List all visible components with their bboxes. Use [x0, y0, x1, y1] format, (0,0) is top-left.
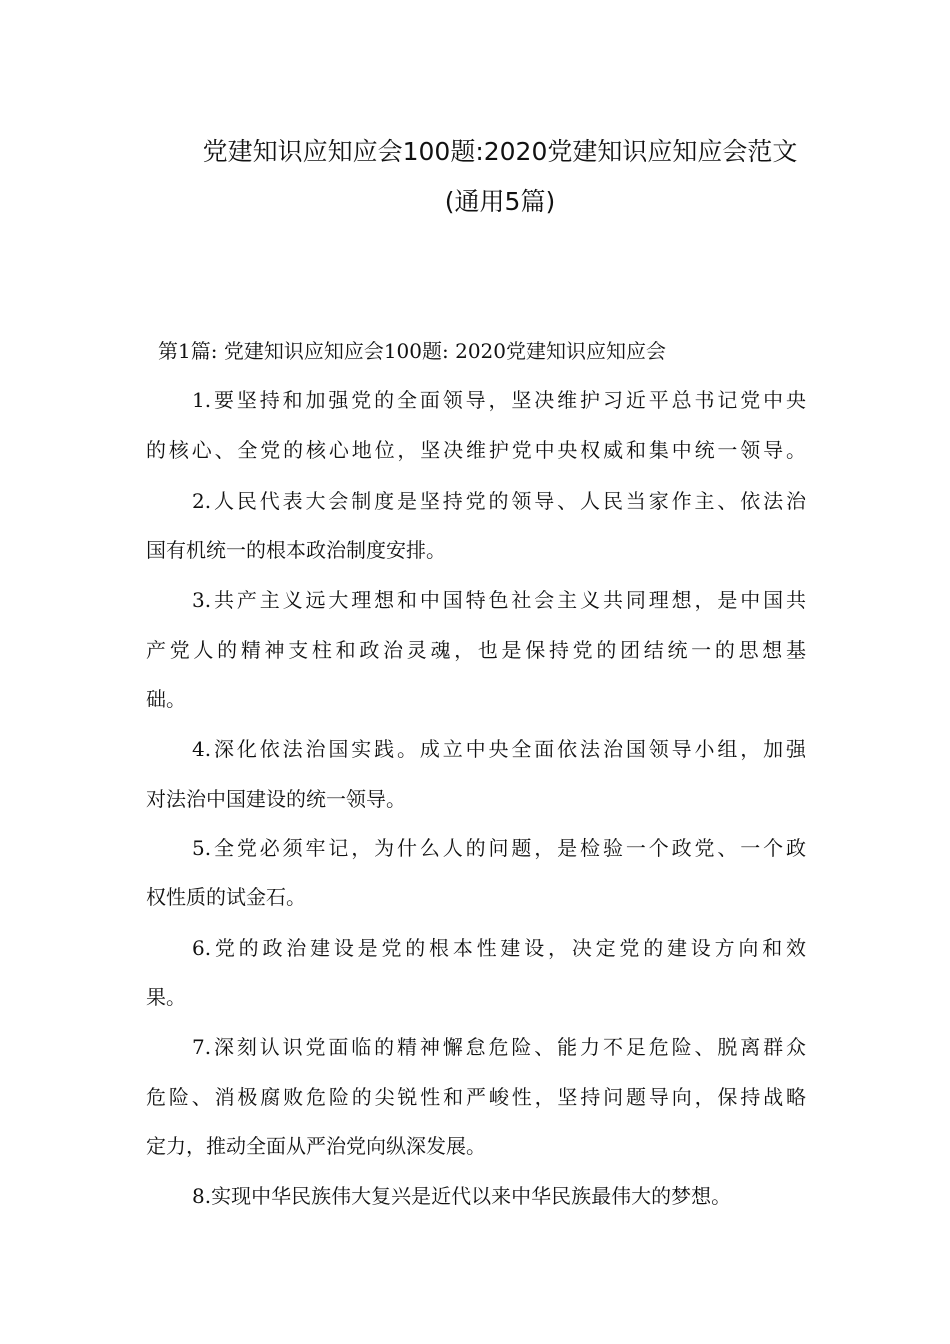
section-heading: 第1篇: 党建知识应知应会100题: 2020党建知识应知应会: [158, 339, 666, 363]
paragraph-line: 产党人的精神支柱和政治灵魂，也是保持党的团结统一的思想基: [146, 638, 806, 662]
paragraph-line: 权性质的试金石。: [146, 885, 306, 909]
paragraph-line: 3.共产主义远大理想和中国特色社会主义共同理想，是中国共: [192, 588, 806, 612]
paragraph-line: 对法治中国建设的统一领导。: [146, 787, 406, 811]
paragraph-line: 8.实现中华民族伟大复兴是近代以来中华民族最伟大的梦想。: [192, 1184, 732, 1208]
paragraph-line: 6.党的政治建设是党的根本性建设，决定党的建设方向和效: [192, 936, 806, 960]
paragraph-line: 础。: [146, 687, 186, 711]
paragraph-line: 定力，推动全面从严治党向纵深发展。: [146, 1134, 486, 1158]
paragraph-line: 的核心、全党的核心地位，坚决维护党中央权威和集中统一领导。: [146, 438, 806, 462]
paragraph-line: 4.深化依法治国实践。成立中央全面依法治国领导小组，加强: [192, 737, 806, 761]
document-title-line-2: (通用5篇): [444, 187, 556, 216]
paragraph-line: 果。: [146, 985, 186, 1009]
paragraph-line: 危险、消极腐败危险的尖锐性和严峻性，坚持问题导向，保持战略: [146, 1085, 806, 1109]
paragraph-line: 1.要坚持和加强党的全面领导，坚决维护习近平总书记党中央: [192, 388, 806, 412]
paragraph-line: 2.人民代表大会制度是坚持党的领导、人民当家作主、依法治: [192, 489, 806, 513]
paragraph-line: 7.深刻认识党面临的精神懈怠危险、能力不足危险、脱离群众: [192, 1035, 806, 1059]
paragraph-line: 5.全党必须牢记，为什么人的问题，是检验一个政党、一个政: [192, 836, 806, 860]
document-title-line-1: 党建知识应知应会100题:2020党建知识应知应会范文: [202, 137, 798, 166]
paragraph-line: 国有机统一的根本政治制度安排。: [146, 538, 446, 562]
